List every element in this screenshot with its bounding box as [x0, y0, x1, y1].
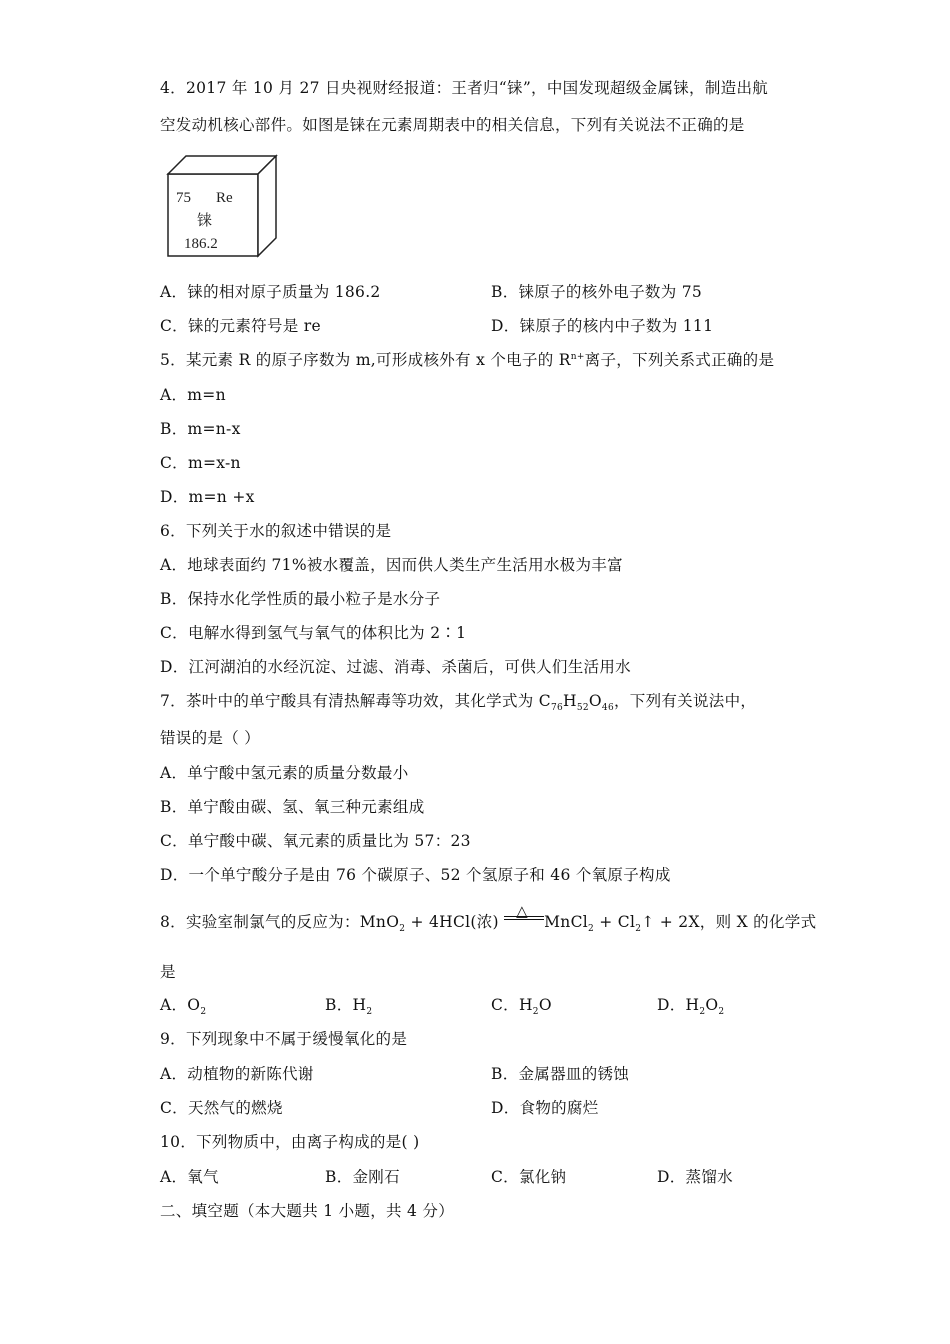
- heat-triangle-icon: △: [516, 902, 528, 920]
- q8-stem-line2: 是: [160, 963, 176, 981]
- element-symbol: Re: [216, 190, 233, 206]
- q7-c-sub: 76: [550, 703, 564, 714]
- q7-o-sub: 46: [601, 703, 614, 714]
- q10-option-b: B．金刚石: [325, 1168, 400, 1186]
- q7-option-b: B．单宁酸由碳、氢、氧三种元素组成: [160, 798, 425, 816]
- q8-d-sub: 2: [699, 1007, 706, 1018]
- q8-option-b: [325, 995, 373, 1018]
- q10-option-c: C．氯化钠: [491, 1168, 567, 1186]
- q8-cl: + Cl: [594, 913, 636, 931]
- q8-d-text: D．H: [657, 996, 700, 1014]
- section-2-heading: 二、填空题（本大题共 1 小题，共 4 分）: [160, 1202, 455, 1220]
- q9-option-a: A．动植物的新陈代谢: [160, 1065, 314, 1083]
- q4-option-c: C．铼的元素符号是 re: [160, 317, 321, 335]
- q7-option-d: D．一个单宁酸分子是由 76 个碳原子、52 个氢原子和 46 个氧原子构成: [160, 866, 671, 884]
- q8-option-d: [657, 995, 725, 1018]
- q4-option-a: A．铼的相对原子质量为 186.2: [160, 283, 381, 301]
- q8-mno2-sub: 2: [399, 924, 406, 935]
- reaction-equals-sign: [504, 916, 544, 920]
- q8-c-sub: 2: [532, 1007, 539, 1018]
- q6-option-d: D．江河湖泊的水经沉淀、过滤、消毒、杀菌后，可供人们生活用水: [160, 658, 631, 676]
- q8-b-sub: 2: [366, 1007, 373, 1018]
- q5-charge-sup: n+: [570, 351, 585, 362]
- q9-option-d: D．食物的腐烂: [491, 1099, 599, 1117]
- q6-stem: 6．下列关于水的叙述中错误的是: [160, 522, 392, 540]
- q8-c-post: O: [538, 996, 552, 1014]
- q7-stem-line1: [160, 691, 757, 714]
- q7-h-sub: 52: [576, 703, 589, 714]
- q6-option-a: A．地球表面约 71%被水覆盖，因而供人类生产生活用水极为丰富: [160, 556, 623, 574]
- element-atomic-number: 75: [176, 190, 191, 206]
- q4-stem-line2: 空发动机核心部件。如图是铼在元素周期表中的相关信息，下列有关说法不正确的是: [160, 116, 745, 134]
- q8-stem-pre: 8．实验室制氯气的反应为：MnO: [160, 913, 400, 931]
- q9-option-c: C．天然气的燃烧: [160, 1099, 283, 1117]
- q10-option-a: A．氧气: [160, 1168, 219, 1186]
- q7-stem-post: ，下列有关说法中，: [613, 692, 757, 710]
- q8-mncl-sub: 2: [588, 924, 595, 935]
- q5-option-b: B．m=n-x: [160, 420, 241, 438]
- q5-option-d: D．m=n +x: [160, 488, 255, 506]
- q8-option-c: [491, 995, 552, 1018]
- q5-stem-pre: 5．某元素 R 的原子序数为 m,可形成核外有 x 个电子的 R: [160, 351, 571, 369]
- q8-c-text: C．H: [491, 996, 533, 1014]
- q8-cl-sub: 2: [635, 924, 642, 935]
- q8-d-sub2: 2: [718, 1007, 725, 1018]
- q6-option-b: B．保持水化学性质的最小粒子是水分子: [160, 590, 441, 608]
- q8-stem-line1: [160, 902, 817, 935]
- q7-option-c: C．单宁酸中碳、氧元素的质量比为 57：23: [160, 832, 471, 850]
- q7-h: H: [563, 692, 577, 710]
- q8-stem-post: ↑ + 2X，则 X 的化学式: [641, 913, 817, 931]
- reaction-condition-heat: [504, 902, 544, 927]
- q5-option-c: C．m=x-n: [160, 454, 241, 472]
- q10-stem: 10．下列物质中，由离子构成的是( ): [160, 1133, 420, 1151]
- periodic-table-element-box: [166, 154, 278, 258]
- q8-a-sub: 2: [200, 1007, 207, 1018]
- element-name: 铼: [197, 213, 213, 229]
- q5-option-a: A．m=n: [160, 386, 226, 404]
- q10-option-d: D．蒸馏水: [657, 1168, 733, 1186]
- q4-option-d: D．铼原子的核内中子数为 111: [491, 317, 714, 335]
- q7-o: O: [588, 692, 602, 710]
- q8-d-mid: O: [705, 996, 719, 1014]
- q9-option-b: B．金属器皿的锈蚀: [491, 1065, 630, 1083]
- element-atomic-mass: 186.2: [184, 236, 218, 252]
- q8-option-a: [160, 995, 207, 1018]
- q4-option-b: B．铼原子的核外电子数为 75: [491, 283, 703, 301]
- q9-stem: 9．下列现象中不属于缓慢氧化的是: [160, 1030, 408, 1048]
- q5-stem: [160, 350, 774, 370]
- q7-stem-pre: 7．茶叶中的单宁酸具有清热解毒等功效，其化学式为 C: [160, 692, 551, 710]
- q8-b-text: B．H: [325, 996, 367, 1014]
- q5-stem-post: 离子，下列关系式正确的是: [584, 351, 775, 369]
- q8-hcl: + 4HCl(浓): [405, 913, 499, 931]
- q7-stem-line2: 错误的是（ ）: [160, 729, 261, 747]
- q4-stem-line1: 4．2017 年 10 月 27 日央视财经报道：王者归“铼”，中国发现超级金属铼，制造出航: [160, 79, 769, 97]
- q6-option-c: C．电解水得到氢气与氧气的体积比为 2∶1: [160, 624, 467, 642]
- q8-mncl: MnCl: [544, 913, 589, 931]
- q7-option-a: A．单宁酸中氢元素的质量分数最小: [160, 764, 409, 782]
- q8-a-text: A．O: [160, 996, 201, 1014]
